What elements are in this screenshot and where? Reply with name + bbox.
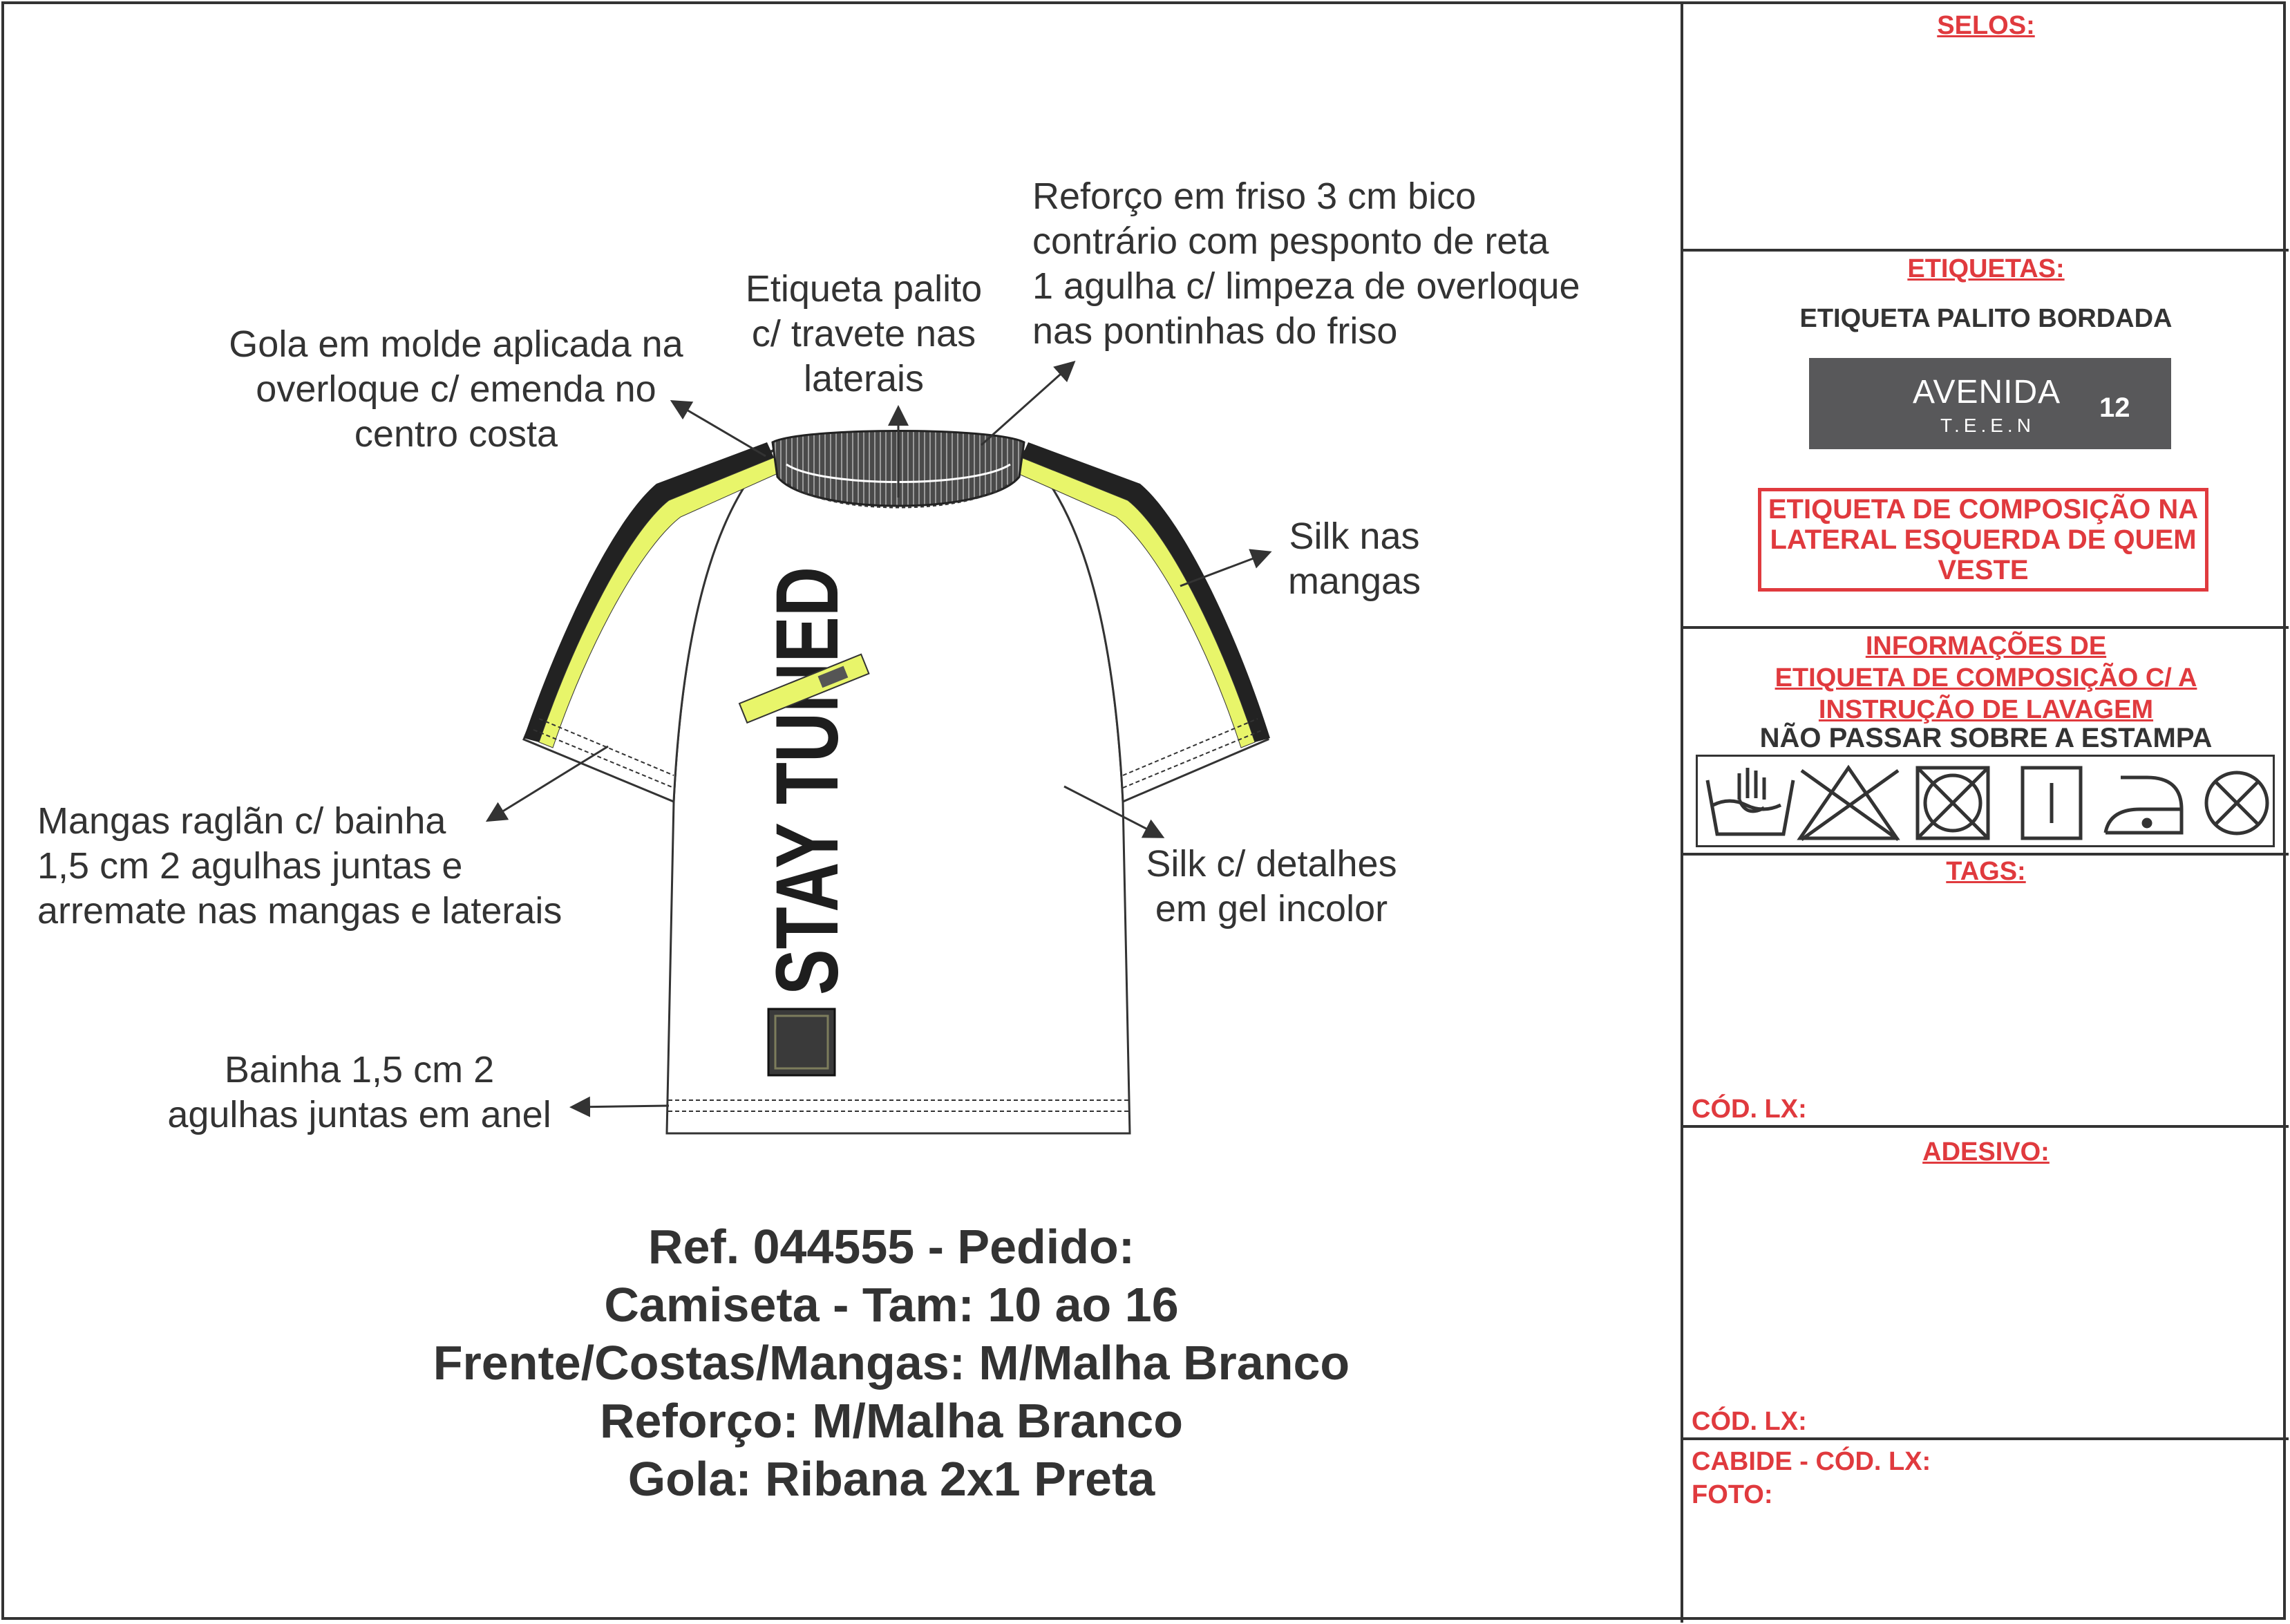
spec-gola: Gola: Ribana 2x1 Preta	[627, 1452, 1155, 1506]
spec-reforco: Reforço: M/Malha Branco	[600, 1394, 1183, 1448]
brand-name: AVENIDA	[1913, 374, 2061, 410]
foto-label: FOTO:	[1692, 1480, 1773, 1509]
brand-tag	[1809, 358, 2171, 449]
nao-passar-note: NÃO PASSAR SOBRE A ESTAMPA	[1759, 723, 2213, 753]
cabide-cod-lx: CABIDE - CÓD. LX:	[1692, 1447, 1931, 1476]
spec-ref: Ref. 044555 - Pedido:	[647, 1220, 1135, 1274]
no-dry-clean-icon	[2206, 773, 2267, 833]
adesivo-title: ADESIVO:	[1922, 1137, 2050, 1167]
callout-reforco: Reforço em friso 3 cm bico contrário com pesponto de reta 1 agulha c/ limpeza de overloque nas pontinhas do friso	[1032, 176, 1580, 352]
spec-camiseta: Camiseta - Tam: 10 ao 16	[604, 1278, 1179, 1332]
hand-wash-icon	[1707, 768, 1793, 834]
print-stay-tuned: STAY TUNED	[758, 446, 857, 995]
brand-sub: T.E.E.N	[1940, 415, 2035, 436]
spec-frente: Frente/Costas/Mangas: M/Malha Branco	[433, 1336, 1350, 1390]
print-square-graphic	[768, 1009, 835, 1075]
no-tumble-dry-icon	[1918, 768, 1988, 838]
callout-gola: Gola em molde aplicada na overloque c/ emenda no centro costa	[229, 323, 683, 455]
tshirt-body	[667, 446, 1130, 1133]
composicao-note: ETIQUETA DE COMPOSIÇÃO NA LATERAL ESQUERDA DE QUEM VESTE	[1758, 488, 2208, 592]
callout-mangas-raglan: Mangas raglãn c/ bainha 1,5 cm 2 agulhas juntas e arremate nas mangas e laterais	[37, 800, 562, 932]
arrow-bainha	[574, 1106, 669, 1107]
callout-silk-mangas: Silk nas mangas	[1287, 516, 1421, 602]
etiquetas-title: ETIQUETAS:	[1907, 254, 2065, 283]
brand-size: 12	[2099, 393, 2130, 423]
spec-block	[290, 1218, 1493, 1508]
cod-lx-adesivo: CÓD. LX:	[1692, 1407, 1807, 1436]
info-title: INFORMAÇÕES DE ETIQUETA DE COMPOSIÇÃO C/ A INSTRUÇÃO DE LAVAGEM	[1775, 632, 2197, 724]
callout-bainha: Bainha 1,5 cm 2 agulhas juntas em anel	[167, 1049, 551, 1135]
selos-title: SELOS:	[1937, 11, 2035, 40]
tags-title: TAGS:	[1946, 857, 2026, 886]
iron-low-icon	[2106, 777, 2182, 833]
care-symbols-row	[1696, 755, 2275, 847]
callout-etiqueta-palito: Etiqueta palito c/ travete nas laterais	[745, 268, 983, 399]
callout-silk-detalhes: Silk c/ detalhes em gel incolor	[1146, 843, 1397, 929]
etiqueta-palito-bordada: ETIQUETA PALITO BORDADA	[1799, 304, 2173, 333]
line-dry-icon	[2023, 768, 2081, 838]
no-bleach-icon	[1800, 768, 1898, 840]
cod-lx-tags: CÓD. LX:	[1692, 1095, 1807, 1124]
